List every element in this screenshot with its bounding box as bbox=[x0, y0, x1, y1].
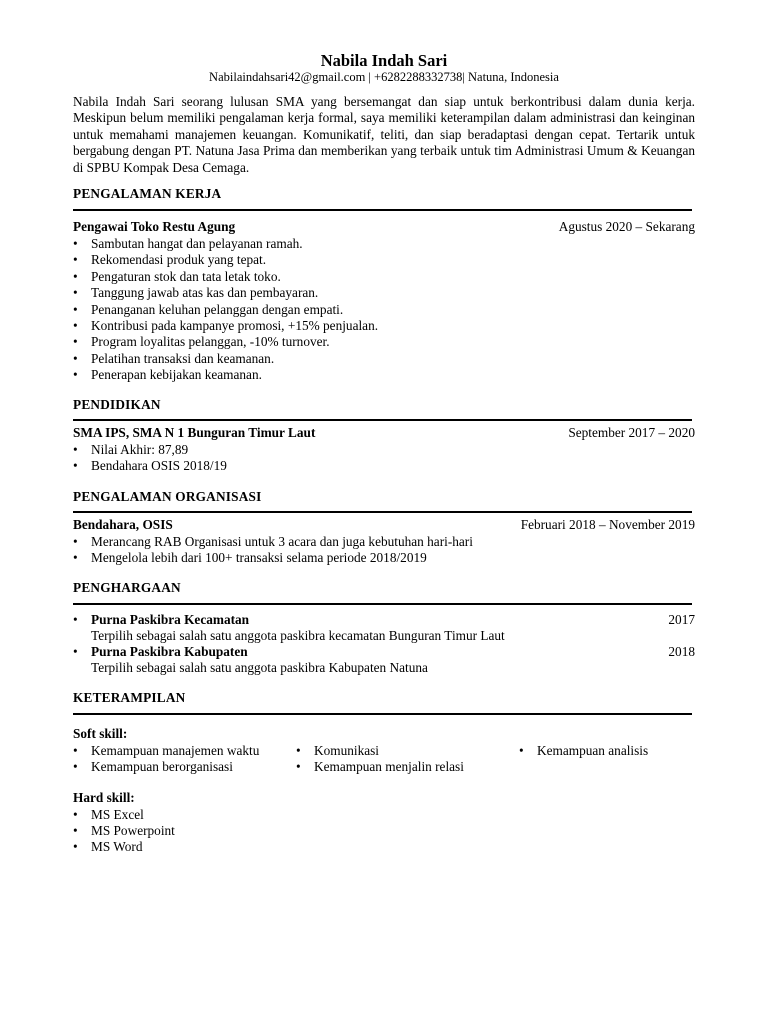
award-description: Terpilih sebagai salah satu anggota paskibra kecamatan Bunguran Timur Laut bbox=[91, 628, 505, 643]
section-heading-organization: PENGALAMAN ORGANISASI bbox=[73, 489, 262, 504]
bullet-icon: • bbox=[73, 644, 78, 659]
bullet-icon: • bbox=[73, 758, 78, 774]
bullet-icon: • bbox=[73, 236, 78, 251]
experience-bullet-list bbox=[73, 236, 378, 384]
list-item: • Pengaturan stok dan tata letak toko. bbox=[73, 268, 281, 284]
organization-title: Bendahara, OSIS bbox=[73, 517, 173, 532]
bullet-icon: • bbox=[73, 367, 78, 383]
bullet-icon: • bbox=[73, 285, 78, 301]
award-year: 2017 bbox=[668, 612, 695, 627]
bullet-icon: • bbox=[73, 534, 78, 549]
award-title: Purna Paskibra Kecamatan bbox=[91, 612, 250, 627]
experience-title: Pengawai Toko Restu Agung bbox=[73, 219, 236, 234]
list-item: • Penanganan keluhan pelanggan dengan empati. bbox=[73, 301, 344, 317]
bullet-icon: • bbox=[73, 823, 78, 839]
section-divider bbox=[73, 419, 692, 421]
organization-date: Februari 2018 – November 2019 bbox=[520, 517, 695, 532]
list-item: • Sambutan hangat dan pelayanan ramah. bbox=[73, 236, 303, 251]
award-description: Terpilih sebagai salah satu anggota paskibra Kabupaten Natuna bbox=[91, 660, 428, 675]
bullet-icon: • bbox=[73, 612, 78, 627]
bullet-icon: • bbox=[73, 268, 78, 284]
section-heading-awards: PENGHARGAAN bbox=[73, 580, 181, 595]
hard-skill-list bbox=[73, 807, 273, 856]
organization-entry-header bbox=[73, 517, 695, 533]
soft-skill-column-2 bbox=[296, 743, 466, 774]
section-divider bbox=[73, 713, 692, 715]
list-item: • Kemampuan manajemen waktu bbox=[73, 743, 260, 758]
list-item: • Merancang RAB Organisasi untuk 3 acara dan juga kebutuhan hari-hari bbox=[73, 534, 473, 549]
list-item: • Penerapan kebijakan keamanan. bbox=[73, 367, 262, 383]
soft-skill-label: Soft skill: bbox=[73, 726, 128, 741]
bullet-icon: • bbox=[296, 743, 301, 758]
section-heading-skills: KETERAMPILAN bbox=[73, 690, 186, 705]
candidate-name: Nabila Indah Sari bbox=[320, 51, 448, 70]
bullet-icon: • bbox=[73, 350, 78, 366]
list-item: • Rekomendasi produk yang tepat. bbox=[73, 252, 267, 268]
summary-paragraph: Nabila Indah Sari seorang lulusan SMA yang bersemangat dan siap untuk berkontribusi dalam dunia kerja. Meskipun belum memiliki pengalaman kerja formal, saya memiliki keterampilan dalam administrasi dan keinginan untuk memahami manajemen keuangan. Komunikatif, teliti, dan siap beradaptasi dengan cepat. Tertarik untuk bergabung dengan PT. Natuna Jasa Prima dan memberikan yang terbaik untuk tim Administrasi Umum & Keuangan di SPBU Kompak Desa Cemaga. bbox=[73, 94, 695, 175]
bullet-icon: • bbox=[73, 839, 78, 855]
bullet-icon: • bbox=[73, 807, 78, 822]
education-title: SMA IPS, SMA N 1 Bunguran Timur Laut bbox=[73, 425, 316, 440]
section-divider bbox=[73, 603, 692, 605]
soft-skill-column-3 bbox=[519, 743, 695, 759]
bullet-icon: • bbox=[73, 318, 78, 334]
list-item: • Mengelola lebih dari 100+ transaksi selama periode 2018/2019 bbox=[73, 550, 427, 566]
list-item: • Program loyalitas pelanggan, -10% turnover. bbox=[73, 334, 330, 350]
list-item: • Kemampuan berorganisasi bbox=[73, 758, 233, 774]
bullet-icon: • bbox=[73, 252, 78, 268]
bullet-icon: • bbox=[519, 743, 524, 758]
list-item: • Kontribusi pada kampanye promosi, +15% penjualan. bbox=[73, 318, 379, 334]
list-item: • Pelatihan transaksi dan keamanan. bbox=[73, 350, 275, 366]
bullet-icon: • bbox=[73, 442, 78, 457]
hard-skill-label: Hard skill: bbox=[73, 790, 135, 805]
list-item: • Bendahara OSIS 2018/19 bbox=[73, 458, 227, 474]
organization-bullet-list bbox=[73, 534, 473, 567]
section-divider bbox=[73, 511, 692, 513]
list-item: • MS Excel bbox=[73, 807, 144, 822]
education-entry-header bbox=[73, 425, 695, 441]
list-item: • Komunikasi bbox=[296, 743, 380, 758]
bullet-icon: • bbox=[73, 743, 78, 758]
experience-entry-header bbox=[73, 219, 695, 235]
list-item: • Kemampuan menjalin relasi bbox=[296, 758, 464, 774]
bullet-icon: • bbox=[73, 550, 78, 566]
bullet-icon: • bbox=[73, 458, 78, 474]
list-item: • Kemampuan analisis bbox=[519, 743, 649, 758]
list-item: • Tanggung jawab atas kas dan pembayaran. bbox=[73, 285, 319, 301]
section-heading-experience: PENGALAMAN KERJA bbox=[73, 186, 222, 201]
list-item: • Nilai Akhir: 87,89 bbox=[73, 442, 189, 457]
bullet-icon: • bbox=[73, 301, 78, 317]
list-item: • MS Powerpoint bbox=[73, 823, 175, 839]
bullet-icon: • bbox=[73, 334, 78, 350]
award-title: Purna Paskibra Kabupaten bbox=[91, 644, 248, 659]
bullet-icon: • bbox=[296, 758, 301, 774]
experience-date: Agustus 2020 – Sekarang bbox=[558, 219, 695, 234]
education-bullet-list bbox=[73, 442, 227, 475]
section-divider bbox=[73, 209, 692, 211]
award-year: 2018 bbox=[668, 644, 695, 659]
soft-skill-column-1 bbox=[73, 743, 263, 774]
education-date: September 2017 – 2020 bbox=[568, 425, 695, 440]
contact-line: Nabilaindahsari42@gmail.com | +6282288332738| Natuna, Indonesia bbox=[209, 70, 559, 84]
list-item: • MS Word bbox=[73, 839, 143, 855]
section-heading-education: PENDIDIKAN bbox=[73, 397, 161, 412]
